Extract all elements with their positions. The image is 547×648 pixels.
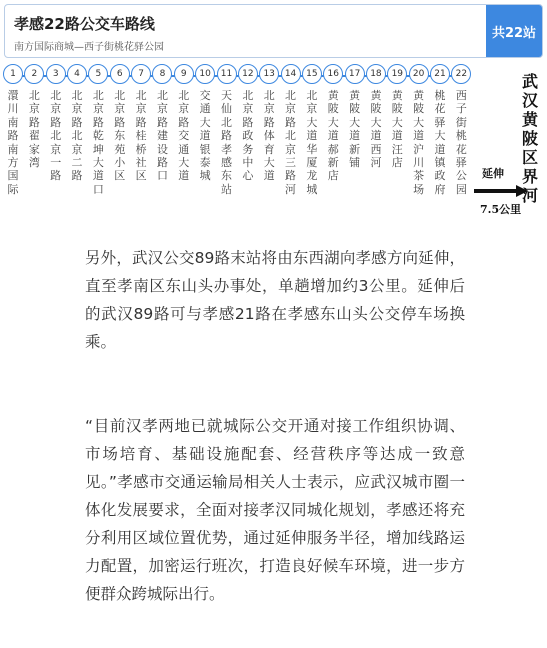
stop-10	[195, 64, 215, 183]
stop-name: 北京路翟家湾	[28, 89, 40, 170]
stop-name: 北京路桂桥社区	[135, 89, 147, 183]
stop-number: 13	[259, 64, 279, 84]
stop-9	[174, 64, 194, 183]
stop-name: 黄陂大道郝新店	[327, 89, 339, 183]
paragraph-2: “目前汉孝两地已就城际公交开通对接工作组织协调、市场培育、基础设施配套、经营秩序等达成一致意见。”孝感市交通运输局相关人士表示，应武汉城市圈一体化发展要求，全面对接孝汉同城化规划，孝感还将充分利用区域位置优势，通过延伸服务半径，增加线路运力配置，加密运行班次，打造良好候车环境，进一步方便群众跨城际出行。	[85, 417, 465, 603]
stop-name: 黄陂大道沪川茶场	[413, 89, 425, 196]
stop-22	[451, 64, 471, 196]
stop-name: 北京大道华厦龙城	[306, 89, 318, 196]
stop-number: 6	[110, 64, 130, 84]
stop-name: 北京路体育大道	[263, 89, 275, 183]
stop-name: 北京路北京一路	[50, 89, 62, 183]
stop-number: 18	[366, 64, 386, 84]
stop-19	[387, 64, 407, 169]
boundary-label: 武汉黄陂区界河	[521, 72, 538, 205]
stop-number: 5	[88, 64, 108, 84]
stop-name: 天仙北路孝感东站	[221, 89, 232, 196]
stops-diagram	[0, 64, 547, 216]
stop-20	[409, 64, 429, 196]
stop-name: 黄陂大道汪店	[391, 89, 403, 170]
stop-number: 9	[174, 64, 194, 84]
stop-name: 黄陂大道新铺	[349, 89, 361, 170]
stop-number: 7	[131, 64, 151, 84]
stop-number: 15	[302, 64, 322, 84]
stop-name: 北京路交通大道	[178, 89, 190, 183]
stop-name: 黄陂大道西河	[370, 89, 382, 170]
extension-distance: 7.5公里	[480, 203, 522, 216]
stop-number: 8	[152, 64, 172, 84]
stop-2	[24, 64, 44, 169]
extension-label: 延伸	[482, 167, 504, 180]
stop-number: 3	[46, 64, 66, 84]
stop-number: 1	[3, 64, 23, 84]
stop-5	[88, 64, 108, 196]
stop-11	[217, 64, 237, 196]
stop-number: 10	[195, 64, 215, 84]
stop-13	[259, 64, 279, 183]
paragraph-1: 另外，武汉公交89路末站将由东西湖向孝感方向延伸，直至孝南区东山头办事处，单趟增加约3公里。延伸后的武汉89路可与孝感21路在孝感东山头公交停车场换乘。	[85, 249, 465, 351]
total-stops-button[interactable]: 共22站	[486, 5, 542, 57]
stop-number: 12	[238, 64, 258, 84]
stop-name: 澴川南路南方国际	[7, 89, 19, 196]
stop-name: 桃花驿大道镇政府	[434, 89, 446, 196]
stop-number: 21	[430, 64, 450, 84]
stop-name: 北京路政务中心	[242, 89, 254, 183]
stop-name: 北京路乾坤大道口	[92, 89, 104, 196]
stop-number: 4	[67, 64, 87, 84]
stop-7	[131, 64, 151, 183]
stop-6	[110, 64, 130, 183]
stop-3	[46, 64, 66, 183]
stop-number: 17	[345, 64, 365, 84]
stop-number: 2	[24, 64, 44, 84]
stop-12	[238, 64, 258, 183]
stop-number: 16	[323, 64, 343, 84]
stop-number: 11	[217, 64, 237, 84]
stop-4	[67, 64, 87, 183]
stop-name: 交通大道银泰城	[199, 89, 211, 183]
stop-8	[152, 64, 172, 183]
stop-14	[281, 64, 301, 196]
stop-number: 22	[451, 64, 471, 84]
stop-name: 北京路东苑小区	[114, 89, 126, 183]
stop-18	[366, 64, 386, 169]
stop-17	[345, 64, 365, 169]
route-header-card	[4, 4, 543, 58]
stop-name: 北京路北京二路	[71, 89, 83, 183]
stop-name: 北京路北京三路河	[285, 89, 297, 196]
stop-16	[323, 64, 343, 183]
stop-1	[3, 64, 23, 196]
route-title: 孝感22路公交车路线	[14, 15, 155, 33]
stop-15	[302, 64, 322, 196]
stop-21	[430, 64, 450, 196]
stop-number: 14	[281, 64, 301, 84]
stop-number: 20	[409, 64, 429, 84]
stop-name: 北京路建设路口	[156, 89, 168, 183]
route-subtitle: 南方国际商城—西子街桃花驿公园	[14, 42, 164, 53]
stop-name: 西子街桃花驿公园	[455, 89, 467, 196]
stop-number: 19	[387, 64, 407, 84]
